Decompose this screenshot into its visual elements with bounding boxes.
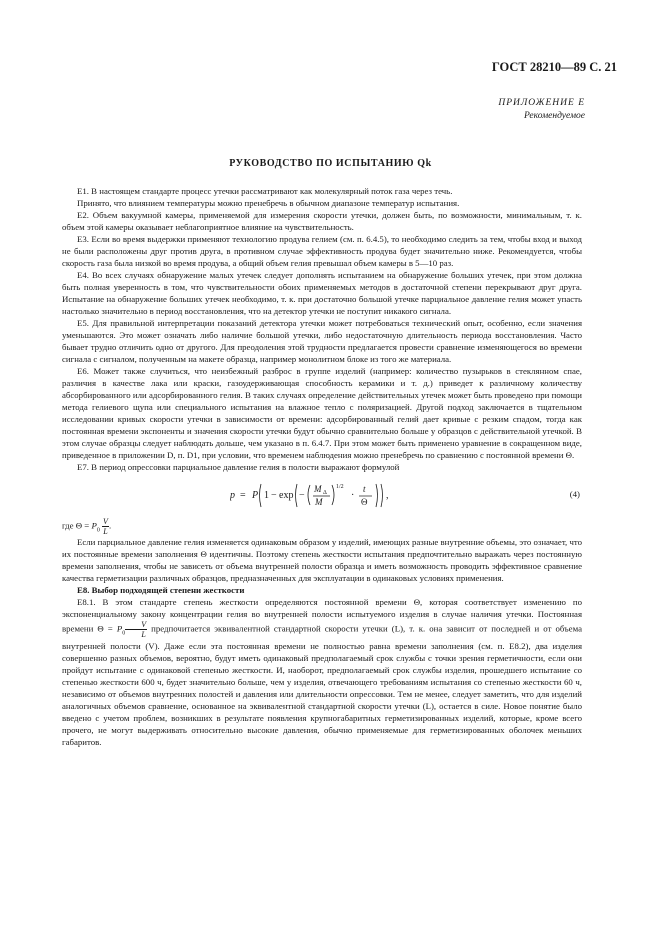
formula-graphic — [230, 480, 490, 510]
formula-p: p — [230, 490, 235, 501]
paragraph-e3: Е3. Если во время выдержки применяют технологию продува гелием (см. п. 6.4.5), то необходимо следить за тем, чтобы вход и выход не были расположены друг против друга, в противном случае эффективность продува будет значительно ниже. Рекомендуется, чтобы скорость газа была низкой во время продува, а общий объем гелия превышал объем камеры в 5—10 раз. — [62, 234, 582, 268]
e8-1-part2: предпочитается эквивалентной стандартной скорости утечки (L), т. к. она зависит от последней и от объема внутренней полости (V). Даже если эта постоянная времени не полностью равна времени заполнения (см. п. Е8.2), два изделия совершенно разных объемов, вероятно, будут иметь одинаковый предполагаемый срок службы с точки зрения герметичности, если они пройдут испытание с одинаковой степенью жесткости. И, наоборот, предполагаемый срок службы изделия, прошедшего испытание со степенью жесткости 600 ч, будет значительно больше, чем у изделия, отвечающего требованиям испытания со степенью жесткости 60 ч, независимо от объемов внутренних полостей и давления или длительности опрессовки. Тем не менее, следует заметить, что для изделий аналогичных объемов сравнение, основанное на эквивалентной стандартной скорости утечки (L), остается в силе. Новое понятие было введено с учетом проблем, возникших в результате появления крупногабаритных герметизированных изделий, которые, кроме всего прочего, не могут выдерживать относительно высокие давления, обычно применяемые для герметизированных оболочек меньших габаритов. — [62, 623, 582, 747]
theta-definition — [62, 517, 582, 536]
formula-minus: − — [271, 490, 277, 501]
formula-power: 1/2 — [336, 484, 344, 490]
appendix-title: ПРИЛОЖЕНИЕ Е — [498, 98, 585, 108]
formula-delta: Δ — [323, 490, 327, 496]
e8-1-part1: Е8.1. В этом стандарте степень жесткости определяются постоянной времени Θ, которая соответствует изменению по экспоненциальному закону концентрации гелия во внутренней полости испытуемого изделия в случае наличия утечки. Постоянная времени Θ = — [62, 597, 582, 634]
formula-dot: · — [351, 490, 355, 501]
paragraph-e8-1 — [62, 596, 582, 747]
document-title: РУКОВОДСТВО ПО ИСПЫТАНИЮ Qk — [229, 158, 432, 169]
paragraph-e5: Е5. Для правильной интерпретации показаний детектора утечки может потребоваться технический опыт, особенно, если значения уменьшаются. Это может означать либо наличие большой утечки, либо недостаточную длительность периода восстановления. Часто бывает трудно отличить одно от другого. Для преодоления этой трудности предлагается провести сравнение изменяющегося во времени сигнала с сигналом, полученным на макете образца, например монолитном блоке из того же материала. — [62, 318, 582, 364]
formula-one: 1 — [264, 490, 269, 501]
formula-P: P — [252, 490, 259, 501]
page-header: ГОСТ 28210—89 С. 21 — [491, 60, 617, 74]
theta-prefix: где Θ = — [62, 520, 92, 531]
paragraph-e7b: Если парциальное давление гелия изменяется одинаковым образом у изделий, имеющих разные внутренние объемы, это означает, что их постоянные времени заполнения Θ идентичны. Поэтому степень жесткости испытания предпочтительно выражать через постоянную времени заполнения, чтобы не зависеть от объема внутренней полости образца и иметь возможность проводить эффективное сравнение качества герметизации различных образцов, предназначенных для эксплуатации в одинаковых условиях применения. — [62, 537, 582, 584]
equation-number: (4) — [569, 489, 580, 499]
theta-end: . — [108, 520, 112, 531]
formula-t: t — [363, 484, 366, 494]
document-body — [62, 185, 582, 748]
e8-1-fraction-l: L — [141, 630, 146, 640]
appendix-status: Рекомендуемое — [523, 111, 585, 121]
appendix-label — [498, 97, 585, 123]
paragraph-e1: Е1. В настоящем стандарте процесс утечки рассматривают как молекулярный поток газа через течь. — [77, 186, 453, 196]
e8-1-p0: P — [116, 623, 123, 634]
paragraph-e4: Е4. Во всех случаях обнаружение малых утечек следует дополнять испытанием на обнаружение больших утечек, при этом должна быть полная уверенность в том, что чувствительности обоих применяемых методов в достаточной степени перекрывают друг друга. Испытание на обнаружение больших утечек необходимо, т. к. при достаточно большой утечке парциальное давление гелия может упасть настолько значительно в период восстановления, что на детектор утечки не поступит никакого сигнала. — [62, 270, 582, 316]
e8-1-p0-sub: 0 — [122, 630, 126, 637]
e8-1-fraction — [125, 620, 147, 639]
e8-1-fraction-v: V — [125, 620, 147, 630]
theta-p0: P — [91, 520, 97, 531]
fraction-v: V — [103, 517, 108, 526]
formula-4 — [62, 476, 582, 516]
paragraph-e6: Е6. Может также случиться, что неизбежный разброс в группе изделий (например: количество пузырьков в стеклянном спае, различия в качестве лака или краски, газоудерживающая способность керамики и т. д.) приведет к различному количеству абсорбированного или адсорбированного гелия. В таких случаях определение действительных утечек может быть проведено при помощи метода гелиевого щупа или специального испытания на влажное тепло с поляризацией. Другой подход заключается в тщательном исследовании кривых скорости утечки в зависимости от времени: адсорбированный гелий дает кривые с резким спадом, тогда как постоянная времени экспоненты и значения скорости утечки будут обычно сравнительно больше у образцов с действительной утечкой. В этом случае образцы следует наблюдать дольше, чем указано в п. 6.4.7. При этом может быть применено уравнение в сокращенном виде, приведенное в приложении D, п. D1, при условии, что временем наблюдения можно пренебречь по сравнению с постоянной времени Θ. — [62, 366, 582, 460]
theta-p0-sub: 0 — [96, 527, 100, 534]
formula-theta: Θ — [361, 497, 368, 507]
formula-eq: = — [240, 490, 246, 501]
formula-M: M — [314, 484, 322, 494]
section-e8-heading: Е8. Выбор подходящей степени жесткости — [77, 585, 245, 596]
formula-exp: exp — [279, 490, 294, 501]
formula-comma: , — [386, 490, 389, 501]
formula-minus2: − — [299, 490, 305, 501]
fraction-l: L — [103, 527, 108, 536]
paragraph-e1-cont: Принято, что влиянием температуры можно пренебречь в обычном диапазоне температур испытания. — [77, 198, 460, 208]
paragraph-e7: Е7. В период опрессовки парциальное давление гелия в полости выражают формулой — [77, 462, 400, 472]
formula-M0: M — [315, 497, 323, 507]
paragraph-e2: Е2. Объем вакуумной камеры, применяемой для измерения скорости утечки, должен быть, по возможности, минимальным, т. к. объем этой камеры оказывает неблагоприятное влияние на чувствительность. — [62, 210, 582, 232]
theta-fraction — [102, 517, 112, 536]
